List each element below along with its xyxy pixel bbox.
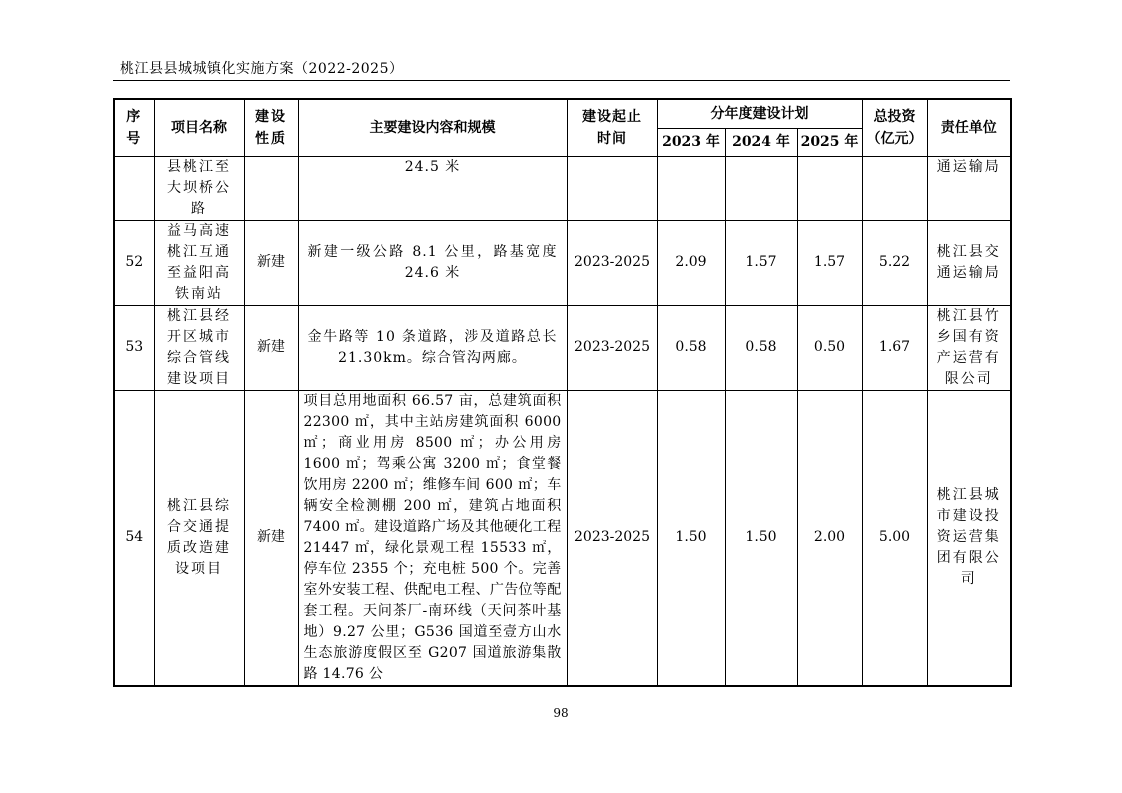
table-row [114, 305, 1011, 390]
row-2023: 0.58 [657, 305, 725, 390]
header-seq: 序号 [114, 99, 154, 156]
row-nature [244, 156, 298, 220]
row-seq: 52 [114, 220, 154, 305]
table-row [114, 220, 1011, 305]
row-nature: 新建 [244, 220, 298, 305]
header-total-investment: 总投资（亿元） [862, 99, 927, 156]
row-2023 [657, 156, 725, 220]
row-nature: 新建 [244, 390, 298, 686]
row-period: 2023-2025 [567, 305, 657, 390]
row-2024 [725, 156, 797, 220]
header-year-2025: 2025 年 [797, 128, 862, 156]
header-period: 建设起止时间 [567, 99, 657, 156]
header-year-2024: 2024 年 [725, 128, 797, 156]
row-total: 5.22 [862, 220, 927, 305]
row-responsible-org: 桃江县交通运输局 [927, 220, 1011, 305]
row-seq: 54 [114, 390, 154, 686]
row-total: 5.00 [862, 390, 927, 686]
header-scope: 主要建设内容和规模 [298, 99, 567, 156]
row-project-name: 桃江县经开区城市综合管线建设项目 [154, 305, 244, 390]
row-2024: 1.50 [725, 390, 797, 686]
row-period [567, 156, 657, 220]
row-2025: 1.57 [797, 220, 862, 305]
header-responsible-org: 责任单位 [927, 99, 1011, 156]
header-nature: 建设性质 [244, 99, 298, 156]
row-2024: 0.58 [725, 305, 797, 390]
row-2025: 2.00 [797, 390, 862, 686]
project-table [113, 98, 1012, 687]
header-divider [113, 80, 1010, 81]
row-project-name: 县桃江至大坝桥公路 [154, 156, 244, 220]
header-year-2023: 2023 年 [657, 128, 725, 156]
row-seq [114, 156, 154, 220]
row-2023: 1.50 [657, 390, 725, 686]
row-2023: 2.09 [657, 220, 725, 305]
row-total: 1.67 [862, 305, 927, 390]
row-seq: 53 [114, 305, 154, 390]
row-scope: 项目总用地面积 66.57 亩，总建筑面积 22300 ㎡，其中主站房建筑面积 6000 ㎡；商业用房 8500 ㎡；办公用房 1600 ㎡；驾乘公寓 3200 ㎡；食堂餐饮用房 2200 ㎡；维修车间 600 ㎡；车辆安全检测棚 200 ㎡，建筑占地面积 7400 ㎡。建设道路广场及其他硬化工程 21447 ㎡，绿化景观工程 15533 ㎡，停车位 2355 个；充电桩 500 个。完善室外安装工程、供配电工程、广告位等配套工程。天问茶厂-南环线（天问茶叶基地）9.27 公里；G536 国道至壹方山水生态旅游度假区至 G207 国道旅游集散路 14.76 公 [298, 390, 567, 686]
row-total [862, 156, 927, 220]
row-responsible-org: 桃江县竹乡国有资产运营有限公司 [927, 305, 1011, 390]
row-nature: 新建 [244, 305, 298, 390]
header-project-name: 项目名称 [154, 99, 244, 156]
row-scope: 24.5 米 [298, 156, 567, 220]
row-period: 2023-2025 [567, 220, 657, 305]
row-project-name: 桃江县综合交通提质改造建设项目 [154, 390, 244, 686]
document-header-title: 桃江县县城城镇化实施方案（2022-2025） [120, 61, 404, 77]
row-project-name: 益马高速桃江互通至益阳高铁南站 [154, 220, 244, 305]
row-2025: 0.50 [797, 305, 862, 390]
row-2024: 1.57 [725, 220, 797, 305]
row-responsible-org: 通运输局 [927, 156, 1011, 220]
header-annual-plan: 分年度建设计划 [657, 99, 862, 128]
row-responsible-org: 桃江县城市建设投资运营集团有限公司 [927, 390, 1011, 686]
table-row [114, 156, 1011, 220]
table-row [114, 390, 1011, 686]
row-period: 2023-2025 [567, 390, 657, 686]
page-number: 98 [553, 706, 569, 720]
row-2025 [797, 156, 862, 220]
row-scope: 金牛路等 10 条道路，涉及道路总长 21.30km。综合管沟两廊。 [298, 305, 567, 390]
row-scope: 新建一级公路 8.1 公里，路基宽度 24.6 米 [298, 220, 567, 305]
